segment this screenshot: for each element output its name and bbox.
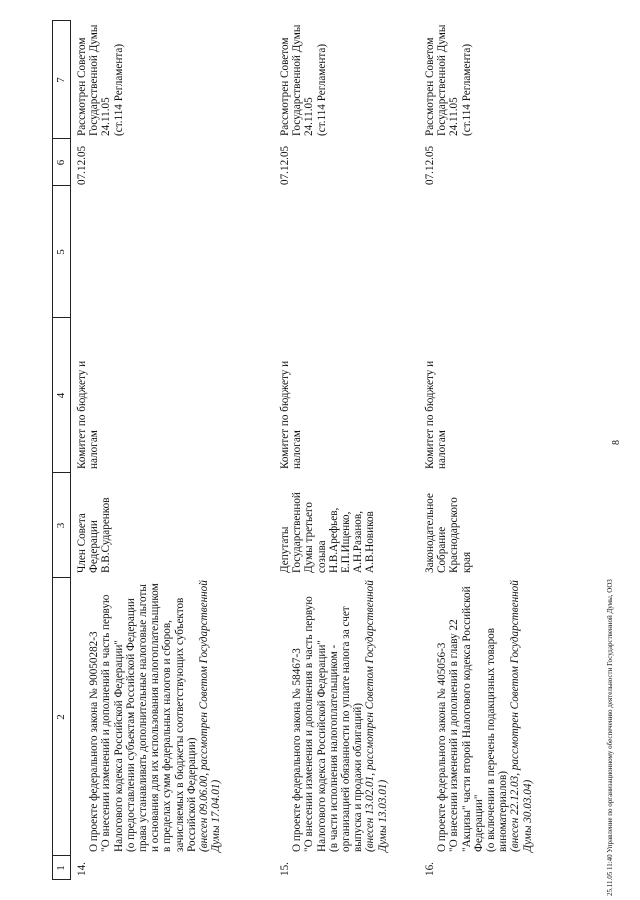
review-status: Рассмотрен Советом Государственной Думы 24.11.05 (ст.114 Регламента) [424,24,473,136]
row-number: 14. [76,862,88,876]
page-number: 8 [611,440,622,445]
header-bottom-border [70,20,71,880]
row-number: 16. [424,862,436,876]
bill-note: (внесен 22.12.03, рассмотрен Советом Государственной Думы 30.03.04) [509,580,534,852]
rotated-table-page [52,20,640,880]
footer-text: 25.11.05 11:40 Управление по организационному обеспечению деятельности Государственной Думы, ООЗ [606,579,614,896]
bill-title [424,580,534,852]
bill-title [76,580,222,852]
bill-author: Член Совета Федерации В.В.Сударенков [76,497,113,573]
col-header-3: 3 [55,522,67,529]
responsible-committee: Комитет по бюджету и налогам [424,360,449,469]
responsible-committee: Комитет по бюджету и налогам [76,360,101,469]
bill-title [279,580,389,852]
bill-description: О проекте федерального закона № 405056-3 "О внесении изменений и дополнений в главу 22 "Акцизы" части второй Налогового кодекса Российской Федерации" (о включении в перечень подакцизных товаров виноматериалов) [436,586,510,852]
review-date: 07.12.05 [279,145,291,185]
bill-author: Депутаты Государственной Думы третьего созыва Н.В.Арефьев, Е.П.Ищенко, А.Н.Разанов, А.В.Новиков [279,492,377,573]
review-date: 07.12.05 [76,145,88,185]
review-date: 07.12.05 [424,145,436,185]
col-header-7: 7 [55,77,67,83]
responsible-committee: Комитет по бюджету и налогам [279,360,304,469]
col-header-1: 1 [55,865,67,871]
col-header-6: 6 [55,159,67,166]
bill-description: О проекте федерального закона № 58467-3 "О внесении изменения и дополнения в часть первую Налогового кодекса Российской Федерации" (в части исполнения налогоплательщиком - организацией обязанности по уплате налога за счет выпуска и продажи облигаций) [291,596,365,852]
review-status: Рассмотрен Советом Государственной Думы 24.11.05 (ст.114 Регламента) [279,24,328,136]
col-header-5: 5 [55,249,67,255]
bill-author: Законодательное Собрание Краснодарского края [424,493,473,573]
col-header-2: 2 [55,714,67,720]
bill-note: (внесен 13.02.01, рассмотрен Советом Государственной Думы 13.03.01) [364,580,389,852]
row-number: 15. [279,862,291,876]
bill-note: (внесен 09.06.00, рассмотрен Советом Государственной Думы 17.04.01) [198,580,223,852]
review-status: Рассмотрен Советом Государственной Думы 24.11.05 (ст.114 Регламента) [76,24,125,136]
col-header-4: 4 [55,392,67,399]
bill-description: О проекте федерального закона № 90050282-3 "О внесении изменений и дополнений в часть первую Налогового кодекса Российской Федерации" (о предоставлении субъектам Российской Федерации права устанавливать дополнительные налоговые льготы и основания для их использования налогоплательщиком в пределах сумм федеральных налогов и сборов, зачисляемых в бюджеты соответствующих субъектов Российской Федерации) [88,583,198,852]
